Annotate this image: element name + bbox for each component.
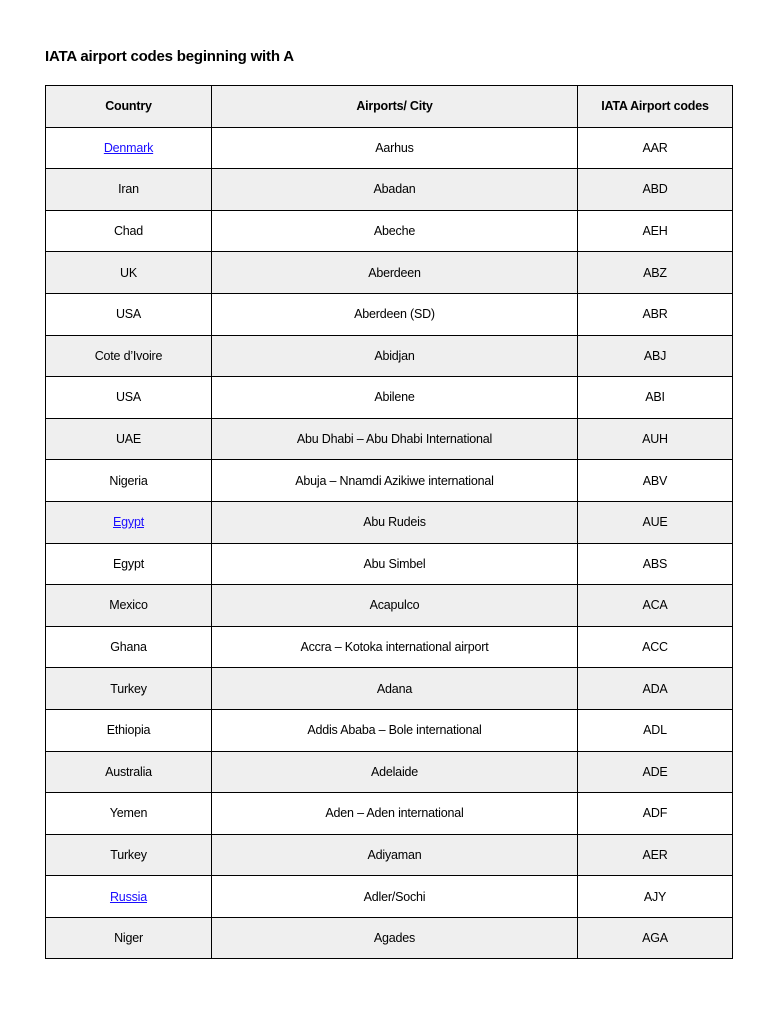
table-row bbox=[46, 585, 733, 627]
cell-city: Abu Rudeis bbox=[212, 501, 578, 543]
header-country: Country bbox=[46, 86, 212, 128]
table-row bbox=[46, 377, 733, 419]
cell-city: Addis Ababa – Bole international bbox=[212, 709, 578, 751]
cell-city: Adiyaman bbox=[212, 834, 578, 876]
country-link[interactable]: Egypt bbox=[113, 515, 144, 530]
table-row bbox=[46, 876, 733, 918]
cell-city: Aberdeen (SD) bbox=[212, 293, 578, 335]
cell-city: Agades bbox=[212, 917, 578, 959]
cell-city: Aden – Aden international bbox=[212, 793, 578, 835]
page-title: IATA airport codes beginning with A bbox=[45, 48, 294, 65]
cell-iata-code: AJY bbox=[578, 876, 733, 918]
cell-city: Aarhus bbox=[212, 127, 578, 169]
cell-iata-code: ACA bbox=[578, 585, 733, 627]
cell-city: Abadan bbox=[212, 169, 578, 211]
cell-city: Abuja – Nnamdi Azikiwe international bbox=[212, 460, 578, 502]
table-row bbox=[46, 501, 733, 543]
cell-country bbox=[46, 127, 212, 169]
table-row bbox=[46, 668, 733, 710]
table-row bbox=[46, 793, 733, 835]
table-row bbox=[46, 335, 733, 377]
cell-country: UAE bbox=[46, 418, 212, 460]
cell-iata-code: ABR bbox=[578, 293, 733, 335]
cell-city: Abilene bbox=[212, 377, 578, 419]
cell-country: Chad bbox=[46, 210, 212, 252]
table-row bbox=[46, 210, 733, 252]
header-code: IATA Airport codes bbox=[578, 86, 733, 128]
cell-iata-code: ADA bbox=[578, 668, 733, 710]
cell-iata-code: ADE bbox=[578, 751, 733, 793]
cell-country: Turkey bbox=[46, 834, 212, 876]
table-row bbox=[46, 293, 733, 335]
header-city: Airports/ City bbox=[212, 86, 578, 128]
cell-city: Abu Dhabi – Abu Dhabi International bbox=[212, 418, 578, 460]
cell-country: Ethiopia bbox=[46, 709, 212, 751]
cell-country: Yemen bbox=[46, 793, 212, 835]
cell-country: Egypt bbox=[46, 543, 212, 585]
cell-city: Adana bbox=[212, 668, 578, 710]
cell-country: Ghana bbox=[46, 626, 212, 668]
cell-country: Australia bbox=[46, 751, 212, 793]
cell-iata-code: AUH bbox=[578, 418, 733, 460]
table-row bbox=[46, 917, 733, 959]
table-row bbox=[46, 127, 733, 169]
cell-country bbox=[46, 501, 212, 543]
table-body bbox=[46, 127, 733, 959]
cell-iata-code: AUE bbox=[578, 501, 733, 543]
cell-country: UK bbox=[46, 252, 212, 294]
cell-iata-code: ABJ bbox=[578, 335, 733, 377]
cell-country: Nigeria bbox=[46, 460, 212, 502]
country-link[interactable]: Russia bbox=[109, 889, 147, 904]
table-row bbox=[46, 418, 733, 460]
country-link[interactable]: Denmark bbox=[103, 140, 154, 155]
cell-iata-code: ABZ bbox=[578, 252, 733, 294]
table-row bbox=[46, 252, 733, 294]
table-row bbox=[46, 834, 733, 876]
cell-country: Turkey bbox=[46, 668, 212, 710]
cell-iata-code: ADL bbox=[578, 709, 733, 751]
cell-iata-code: ABS bbox=[578, 543, 733, 585]
cell-iata-code: ABV bbox=[578, 460, 733, 502]
cell-iata-code: AER bbox=[578, 834, 733, 876]
cell-city: Adler/Sochi bbox=[212, 876, 578, 918]
table-row bbox=[46, 626, 733, 668]
cell-city: Abidjan bbox=[212, 335, 578, 377]
cell-country: USA bbox=[46, 293, 212, 335]
cell-iata-code: AEH bbox=[578, 210, 733, 252]
table-header-row bbox=[46, 86, 733, 128]
cell-country: Niger bbox=[46, 917, 212, 959]
cell-city: Acapulco bbox=[212, 585, 578, 627]
cell-country: Iran bbox=[46, 169, 212, 211]
table-row bbox=[46, 709, 733, 751]
cell-city: Adelaide bbox=[212, 751, 578, 793]
cell-city: Accra – Kotoka international airport bbox=[212, 626, 578, 668]
table-row bbox=[46, 169, 733, 211]
table-row bbox=[46, 543, 733, 585]
cell-city: Abu Simbel bbox=[212, 543, 578, 585]
cell-iata-code: ABI bbox=[578, 377, 733, 419]
cell-country: Mexico bbox=[46, 585, 212, 627]
cell-iata-code: ADF bbox=[578, 793, 733, 835]
cell-iata-code: AGA bbox=[578, 917, 733, 959]
cell-city: Abeche bbox=[212, 210, 578, 252]
airport-codes-table bbox=[45, 85, 733, 959]
cell-iata-code: ACC bbox=[578, 626, 733, 668]
cell-city: Aberdeen bbox=[212, 252, 578, 294]
cell-country bbox=[46, 876, 212, 918]
table-row bbox=[46, 751, 733, 793]
cell-country: Cote d’Ivoire bbox=[46, 335, 212, 377]
cell-iata-code: AAR bbox=[578, 127, 733, 169]
table-row bbox=[46, 460, 733, 502]
cell-country: USA bbox=[46, 377, 212, 419]
cell-iata-code: ABD bbox=[578, 169, 733, 211]
